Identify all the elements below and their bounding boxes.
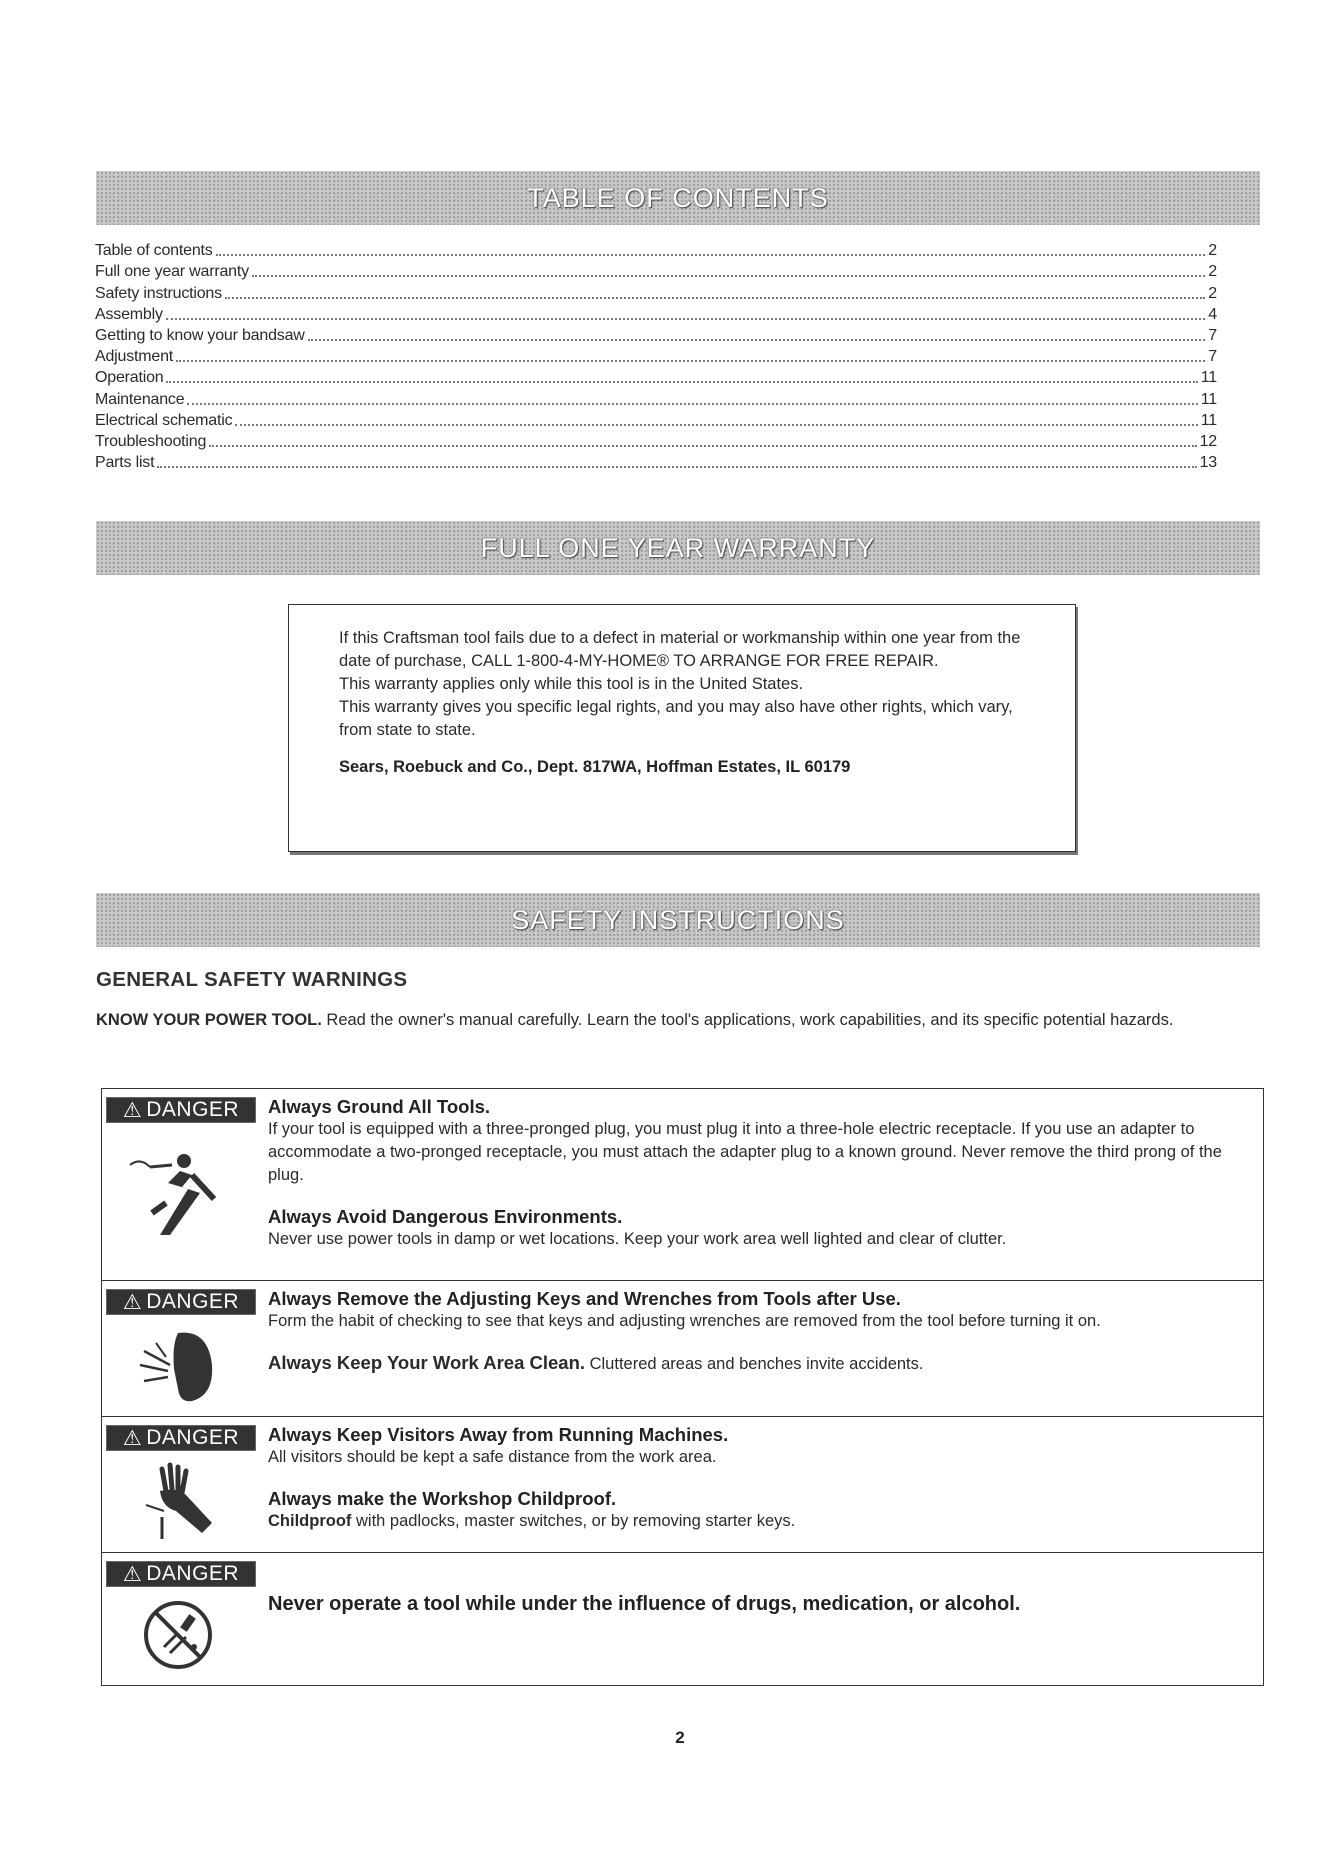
danger-section (102, 1553, 1263, 1687)
danger-body: with padlocks, master switches, or by removing starter keys. (351, 1512, 796, 1530)
toc-entry (95, 451, 1217, 472)
toc-leader-dots (252, 275, 1205, 277)
danger-heading: Always Avoid Dangerous Environments. (268, 1206, 623, 1227)
toc-entry-title: Table of contents (95, 242, 213, 260)
danger-body: Cluttered areas and benches invite accidents. (585, 1355, 924, 1373)
danger-badge-label: DANGER (146, 1426, 240, 1449)
danger-heading: Always make the Workshop Childproof. (268, 1488, 617, 1509)
toc-entry-page: 12 (1199, 432, 1217, 450)
toc-leader-dots (176, 360, 1205, 362)
toc-entry (95, 303, 1217, 324)
toc-entry-title: Safety instructions (95, 284, 222, 302)
danger-inline-heading: Always Keep Your Work Area Clean. (268, 1352, 586, 1373)
toc-entry-title: Maintenance (95, 390, 185, 408)
toc-leader-dots (235, 424, 1197, 426)
warranty-paragraph: This warranty gives you specific legal rights, and you may also have other rights, which vary, from state to state. (339, 698, 1013, 739)
toc-entry (95, 281, 1217, 302)
warning-triangle-icon: ⚠ (122, 1290, 143, 1314)
toc-leader-dots (209, 445, 1196, 447)
danger-heading: Always Ground All Tools. (268, 1096, 491, 1117)
danger-body-bold: Childproof (268, 1512, 352, 1530)
toc-leader-dots (216, 254, 1206, 256)
danger-badge-label: DANGER (146, 1562, 240, 1585)
warranty-box (288, 604, 1076, 852)
page-number: 2 (675, 1728, 685, 1747)
no-drugs-alcohol-icon (140, 1597, 216, 1673)
danger-body: All visitors should be kept a safe distance from the work area. (268, 1448, 717, 1466)
toc-entry-title: Assembly (95, 305, 163, 323)
safety-banner-title: SAFETY INSTRUCTIONS (511, 904, 845, 935)
safety-banner (96, 893, 1260, 947)
toc-entry (95, 239, 1217, 260)
toc-entry-title: Adjustment (95, 348, 174, 366)
danger-body: Form the habit of checking to see that keys and adjusting wrenches are removed from the tool before turning it on. (268, 1312, 1101, 1330)
electric-shock-icon (122, 1143, 232, 1243)
toc-leader-dots (166, 318, 1206, 320)
toc-entry-title: Getting to know your bandsaw (95, 326, 305, 344)
intro-bold: KNOW YOUR POWER TOOL. (96, 1011, 322, 1029)
flying-debris-icon (136, 1325, 226, 1407)
warranty-paragraph: If this Craftsman tool fails due to a defect in material or workmanship within one year from the date of purchase, CALL 1-800-4-MY-HOME® TO ARRANGE FOR FREE REPAIR. (339, 629, 1021, 670)
table-of-contents (95, 239, 1217, 472)
safety-intro (96, 1008, 1226, 1032)
toc-entry (95, 387, 1217, 408)
toc-entry-page: 2 (1208, 284, 1217, 302)
toc-entry-page: 7 (1208, 326, 1217, 344)
toc-entry (95, 345, 1217, 366)
toc-entry (95, 430, 1217, 451)
warning-triangle-icon: ⚠ (122, 1426, 143, 1450)
danger-body: Never use power tools in damp or wet locations. Keep your work area well lighted and clear of clutter. (268, 1230, 1007, 1248)
toc-entry-title: Electrical schematic (95, 411, 233, 429)
danger-badge-label: DANGER (146, 1290, 240, 1313)
toc-entry-page: 11 (1200, 411, 1217, 429)
warning-triangle-icon: ⚠ (122, 1098, 143, 1122)
warranty-address: Sears, Roebuck and Co., Dept. 817WA, Hoffman Estates, IL 60179 (339, 758, 851, 776)
toc-entry-page: 4 (1208, 305, 1217, 323)
toc-entry-page: 13 (1199, 454, 1217, 472)
danger-heading: Always Remove the Adjusting Keys and Wrenches from Tools after Use. (268, 1288, 901, 1309)
danger-badge-label: DANGER (146, 1098, 240, 1121)
warranty-paragraph: This warranty applies only while this tool is in the United States. (339, 675, 804, 693)
intro-text: Read the owner's manual carefully. Learn the tool's applications, work capabilities, and its specific potential hazards. (321, 1011, 1174, 1029)
danger-text (268, 1095, 1256, 1251)
toc-leader-dots (187, 403, 1197, 405)
toc-entry-page: 11 (1200, 369, 1217, 387)
toc-entry-title: Full one year warranty (95, 263, 249, 281)
danger-section (102, 1417, 1263, 1553)
danger-warning: Never operate a tool while under the influence of drugs, medication, or alcohol. (268, 1593, 1021, 1615)
danger-body: If your tool is equipped with a three-pronged plug, you must plug it into a three-hole electric receptacle. If you use an adapter to accommodate a two-pronged receptacle, you must attach the adapter plug to a known ground. Never remove the third prong of the plug. (268, 1120, 1222, 1184)
toc-entry-page: 2 (1208, 242, 1217, 260)
danger-text (268, 1423, 1256, 1533)
toc-leader-dots (225, 297, 1205, 299)
warranty-banner (96, 521, 1260, 575)
toc-banner (96, 171, 1260, 225)
danger-badge (106, 1289, 256, 1315)
toc-entry (95, 260, 1217, 281)
toc-entry (95, 366, 1217, 387)
danger-badge (106, 1425, 256, 1451)
warning-triangle-icon: ⚠ (122, 1562, 143, 1586)
toc-leader-dots (166, 381, 1197, 383)
toc-leader-dots (308, 339, 1206, 341)
general-safety-heading: GENERAL SAFETY WARNINGS (96, 968, 408, 991)
toc-entry-page: 2 (1208, 263, 1217, 281)
toc-entry-title: Troubleshooting (95, 432, 207, 450)
danger-table (101, 1088, 1264, 1686)
danger-heading: Always Keep Visitors Away from Running Machines. (268, 1424, 729, 1445)
toc-entry-title: Parts list (95, 454, 155, 472)
toc-entry-title: Operation (95, 369, 164, 387)
danger-badge (106, 1097, 256, 1123)
danger-badge (106, 1561, 256, 1587)
toc-entry-page: 11 (1200, 390, 1217, 408)
toc-entry (95, 324, 1217, 345)
danger-section (102, 1089, 1263, 1281)
toc-entry (95, 409, 1217, 430)
danger-text (268, 1593, 1256, 1616)
danger-section (102, 1281, 1263, 1417)
toc-entry-page: 7 (1208, 348, 1217, 366)
toc-banner-title: TABLE OF CONTENTS (527, 182, 829, 213)
toc-leader-dots (157, 466, 1196, 468)
hand-cut-hazard-icon (132, 1461, 222, 1543)
danger-text (268, 1287, 1256, 1376)
warranty-banner-title: FULL ONE YEAR WARRANTY (480, 532, 876, 563)
